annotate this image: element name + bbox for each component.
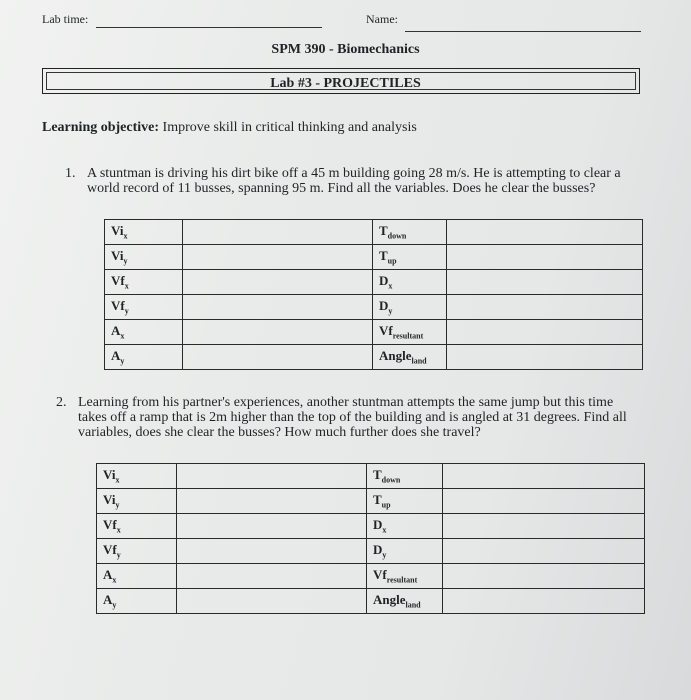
right-variable-label: $D_x$ bbox=[373, 270, 447, 295]
right-variable-label: $D_y$ bbox=[373, 295, 447, 320]
table-row bbox=[97, 464, 645, 489]
left-variable-label: $A_x$ bbox=[97, 564, 177, 589]
table-row bbox=[105, 220, 643, 245]
answer-cell[interactable] bbox=[443, 489, 645, 514]
answer-cell[interactable] bbox=[447, 295, 643, 320]
table-row bbox=[105, 245, 643, 270]
left-variable-label: $Vi_y$ bbox=[105, 245, 183, 270]
answer-cell[interactable] bbox=[443, 589, 645, 614]
table-row bbox=[97, 514, 645, 539]
left-variable-label: $Vf_x$ bbox=[105, 270, 183, 295]
right-variable-label: Angle$_{land}$ bbox=[367, 589, 443, 614]
question-text: Learning from his partner's experiences, another stuntman attempts the same jump but this time takes off a ramp that is 2m higher than the top of the building and is angled at 31 degrees. Find all variables, does she clear the busses? How much further does she travel? bbox=[78, 395, 627, 440]
table-row bbox=[105, 320, 643, 345]
variables-table-2 bbox=[96, 463, 645, 614]
name-label: Name: bbox=[366, 12, 398, 26]
lab-time-blank-line bbox=[96, 27, 322, 28]
right-variable-label: $T_{up}$ bbox=[373, 245, 447, 270]
answer-cell[interactable] bbox=[183, 245, 373, 270]
answer-cell[interactable] bbox=[447, 270, 643, 295]
answer-cell[interactable] bbox=[447, 245, 643, 270]
answer-cell[interactable] bbox=[177, 539, 367, 564]
answer-cell[interactable] bbox=[177, 514, 367, 539]
left-variable-label: $A_y$ bbox=[97, 589, 177, 614]
table-row bbox=[97, 564, 645, 589]
right-variable-label: Angle$_{land}$ bbox=[373, 345, 447, 370]
right-variable-label: $T_{up}$ bbox=[367, 489, 443, 514]
table-row bbox=[97, 589, 645, 614]
answer-cell[interactable] bbox=[177, 489, 367, 514]
answer-cell[interactable] bbox=[177, 464, 367, 489]
answer-cell[interactable] bbox=[183, 345, 373, 370]
right-variable-label: $Vf_{resultant}$ bbox=[367, 564, 443, 589]
left-variable-label: $A_y$ bbox=[105, 345, 183, 370]
answer-cell[interactable] bbox=[183, 295, 373, 320]
objective-text: Improve skill in critical thinking and analysis bbox=[162, 120, 417, 135]
left-variable-label: $Vi_y$ bbox=[97, 489, 177, 514]
left-variable-label: $Vf_y$ bbox=[97, 539, 177, 564]
course-title: SPM 390 - Biomechanics bbox=[271, 42, 420, 57]
answer-cell[interactable] bbox=[183, 270, 373, 295]
question-number: 1. bbox=[65, 166, 76, 181]
answer-cell[interactable] bbox=[447, 320, 643, 345]
table-row bbox=[105, 295, 643, 320]
question-2 bbox=[56, 395, 640, 440]
variables-table-1 bbox=[104, 219, 643, 370]
table-row bbox=[97, 489, 645, 514]
right-variable-label: $D_y$ bbox=[367, 539, 443, 564]
left-variable-label: $Vi_x$ bbox=[105, 220, 183, 245]
right-variable-label: $D_x$ bbox=[367, 514, 443, 539]
question-text: A stuntman is driving his dirt bike off a 45 m building going 28 m/s. He is attempting to clear a world record of 11 busses, spanning 95 m. Find all the variables. Does he clear the busses? bbox=[87, 166, 621, 196]
table-row bbox=[97, 539, 645, 564]
lab-title: Lab #3 - PROJECTILES bbox=[270, 76, 421, 91]
answer-cell[interactable] bbox=[177, 564, 367, 589]
left-variable-label: $A_x$ bbox=[105, 320, 183, 345]
right-variable-label: $Vf_{resultant}$ bbox=[373, 320, 447, 345]
answer-cell[interactable] bbox=[447, 345, 643, 370]
left-variable-label: $Vf_x$ bbox=[97, 514, 177, 539]
answer-cell[interactable] bbox=[443, 464, 645, 489]
answer-cell[interactable] bbox=[177, 589, 367, 614]
answer-cell[interactable] bbox=[443, 564, 645, 589]
right-variable-label: $T_{down}$ bbox=[373, 220, 447, 245]
question-1 bbox=[65, 166, 647, 196]
lab-time-label: Lab time: bbox=[42, 12, 89, 26]
answer-cell[interactable] bbox=[183, 220, 373, 245]
left-variable-label: $Vf_y$ bbox=[105, 295, 183, 320]
name-blank-line bbox=[405, 31, 641, 32]
table-row bbox=[105, 345, 643, 370]
left-variable-label: $Vi_x$ bbox=[97, 464, 177, 489]
objective-label: Learning objective: bbox=[42, 120, 160, 135]
answer-cell[interactable] bbox=[443, 514, 645, 539]
right-variable-label: $T_{down}$ bbox=[367, 464, 443, 489]
table-row bbox=[105, 270, 643, 295]
question-number: 2. bbox=[56, 395, 67, 410]
answer-cell[interactable] bbox=[183, 320, 373, 345]
learning-objective bbox=[42, 120, 417, 136]
answer-cell[interactable] bbox=[443, 539, 645, 564]
answer-cell[interactable] bbox=[447, 220, 643, 245]
